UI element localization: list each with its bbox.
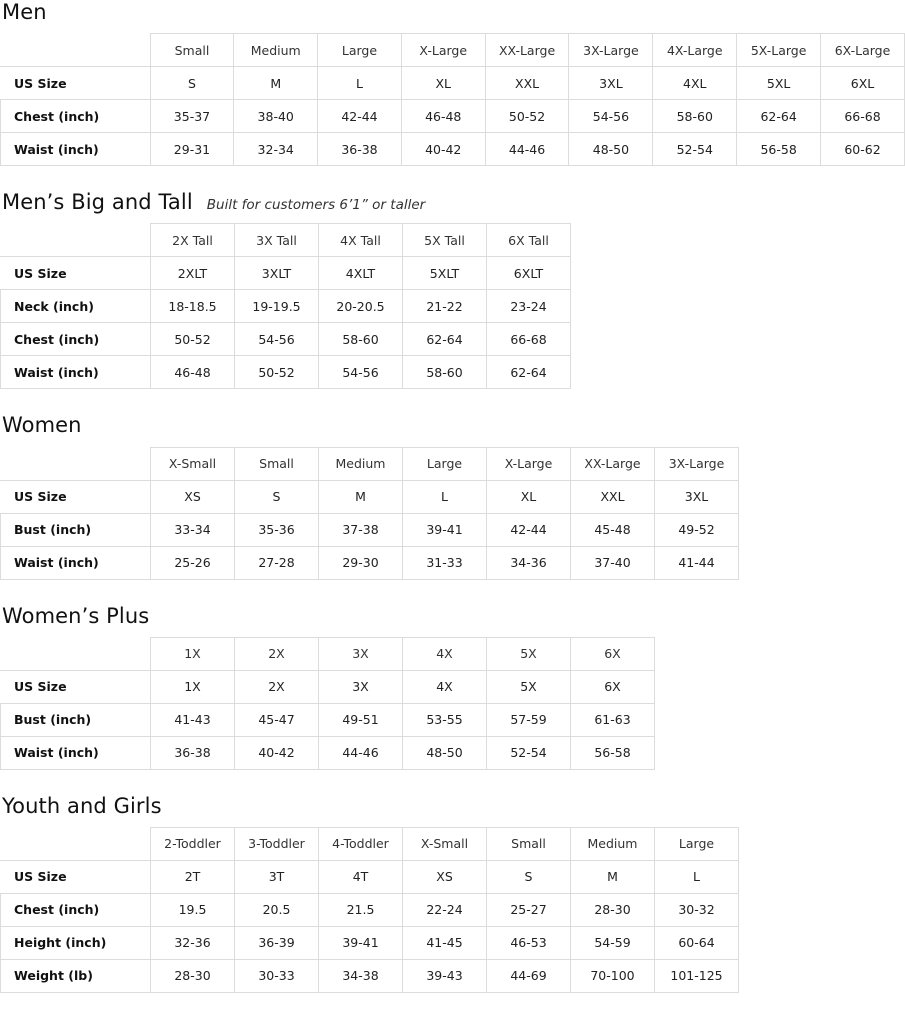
- table-cell: M: [234, 67, 318, 100]
- column-header: 5X Tall: [403, 224, 487, 257]
- table-row: [1, 67, 905, 100]
- table-cell: 21.5: [319, 893, 403, 926]
- section-title: Men’s Big and Tall: [2, 190, 193, 215]
- column-header: 4X: [403, 637, 487, 670]
- table-cell: 44-46: [485, 133, 569, 166]
- section-title: Women: [2, 413, 82, 438]
- table-cell: 66-68: [821, 100, 905, 133]
- table-cell: 50-52: [151, 323, 235, 356]
- size-section: [0, 0, 905, 166]
- row-label: Height (inch): [1, 926, 151, 959]
- table-cell: 6X: [571, 670, 655, 703]
- column-header: 6X Tall: [487, 224, 571, 257]
- row-label: Chest (inch): [1, 323, 151, 356]
- table-cell: 40-42: [235, 736, 319, 769]
- table-cell: 4X: [403, 670, 487, 703]
- table-row: [1, 860, 739, 893]
- table-cell: 46-53: [487, 926, 571, 959]
- table-cell: 54-56: [569, 100, 653, 133]
- table-cell: 46-48: [151, 356, 235, 389]
- table-cell: 5XLT: [403, 257, 487, 290]
- row-label: Waist (inch): [1, 356, 151, 389]
- column-header: 5X-Large: [737, 34, 821, 67]
- table-row: [1, 959, 739, 992]
- table-cell: 36-38: [318, 133, 402, 166]
- table-cell: S: [487, 860, 571, 893]
- column-header: 4-Toddler: [319, 827, 403, 860]
- table-cell: 3T: [235, 860, 319, 893]
- table-cell: 38-40: [234, 100, 318, 133]
- row-label: Weight (lb): [1, 959, 151, 992]
- table-corner-cell: [1, 34, 151, 67]
- table-cell: 45-48: [571, 513, 655, 546]
- column-header: XX-Large: [571, 447, 655, 480]
- table-cell: 62-64: [403, 323, 487, 356]
- column-header: 3-Toddler: [235, 827, 319, 860]
- column-header: Medium: [571, 827, 655, 860]
- table-cell: 41-45: [403, 926, 487, 959]
- table-cell: 4T: [319, 860, 403, 893]
- table-cell: S: [235, 480, 319, 513]
- table-cell: 48-50: [569, 133, 653, 166]
- table-cell: M: [319, 480, 403, 513]
- table-cell: 37-38: [319, 513, 403, 546]
- row-label: Neck (inch): [1, 290, 151, 323]
- table-cell: 66-68: [487, 323, 571, 356]
- section-title: Youth and Girls: [2, 793, 162, 818]
- column-header: Large: [403, 447, 487, 480]
- table-cell: XL: [487, 480, 571, 513]
- table-cell: 34-36: [487, 546, 571, 579]
- table-cell: 3XL: [655, 480, 739, 513]
- table-cell: 60-64: [655, 926, 739, 959]
- table-cell: 35-36: [235, 513, 319, 546]
- table-row: [1, 356, 571, 389]
- table-row: [1, 257, 571, 290]
- column-header: Medium: [319, 447, 403, 480]
- table-cell: XS: [151, 480, 235, 513]
- table-cell: 18-18.5: [151, 290, 235, 323]
- table-header-row: [1, 34, 905, 67]
- size-table: [0, 637, 655, 770]
- column-header: Small: [235, 447, 319, 480]
- column-header: Large: [655, 827, 739, 860]
- table-cell: L: [403, 480, 487, 513]
- section-title: Women’s Plus: [2, 603, 150, 628]
- table-cell: M: [571, 860, 655, 893]
- table-cell: 6XLT: [487, 257, 571, 290]
- table-corner-cell: [1, 224, 151, 257]
- table-corner-cell: [1, 637, 151, 670]
- column-header: X-Small: [403, 827, 487, 860]
- table-cell: 28-30: [151, 959, 235, 992]
- table-cell: 29-31: [150, 133, 234, 166]
- column-header: X-Large: [487, 447, 571, 480]
- table-cell: 58-60: [319, 323, 403, 356]
- table-cell: 31-33: [403, 546, 487, 579]
- table-cell: 53-55: [403, 703, 487, 736]
- table-cell: 56-58: [737, 133, 821, 166]
- table-cell: 25-27: [487, 893, 571, 926]
- table-cell: 39-41: [403, 513, 487, 546]
- table-corner-cell: [1, 827, 151, 860]
- table-cell: 20-20.5: [319, 290, 403, 323]
- table-cell: XXL: [571, 480, 655, 513]
- table-row: [1, 513, 739, 546]
- table-cell: 54-59: [571, 926, 655, 959]
- table-cell: XS: [403, 860, 487, 893]
- row-label: Chest (inch): [1, 893, 151, 926]
- table-cell: 37-40: [571, 546, 655, 579]
- table-cell: 58-60: [403, 356, 487, 389]
- column-header: 3X-Large: [655, 447, 739, 480]
- table-cell: 36-38: [151, 736, 235, 769]
- table-row: [1, 100, 905, 133]
- column-header: 6X: [571, 637, 655, 670]
- row-label: US Size: [1, 480, 151, 513]
- column-header: 6X-Large: [821, 34, 905, 67]
- table-cell: 57-59: [487, 703, 571, 736]
- table-cell: 30-33: [235, 959, 319, 992]
- row-label: US Size: [1, 860, 151, 893]
- table-row: [1, 546, 739, 579]
- table-cell: 46-48: [401, 100, 485, 133]
- size-table: [0, 33, 905, 166]
- section-note: Built for customers 6’1” or taller: [206, 197, 426, 214]
- table-cell: 35-37: [150, 100, 234, 133]
- table-cell: 41-43: [151, 703, 235, 736]
- table-cell: 50-52: [235, 356, 319, 389]
- table-row: [1, 893, 739, 926]
- table-cell: 54-56: [235, 323, 319, 356]
- table-row: [1, 736, 655, 769]
- table-cell: 22-24: [403, 893, 487, 926]
- size-section: [0, 413, 905, 579]
- column-header: Medium: [234, 34, 318, 67]
- table-cell: 44-69: [487, 959, 571, 992]
- size-table: [0, 827, 739, 993]
- table-cell: 2X: [235, 670, 319, 703]
- table-cell: 42-44: [487, 513, 571, 546]
- size-table: [0, 447, 739, 580]
- table-cell: 5XL: [737, 67, 821, 100]
- column-header: 3X: [319, 637, 403, 670]
- table-cell: 33-34: [151, 513, 235, 546]
- table-cell: 52-54: [653, 133, 737, 166]
- size-table: [0, 223, 571, 389]
- row-label: US Size: [1, 670, 151, 703]
- table-cell: 62-64: [737, 100, 821, 133]
- size-section: [0, 190, 905, 389]
- table-cell: 50-52: [485, 100, 569, 133]
- table-cell: 3XL: [569, 67, 653, 100]
- table-cell: 32-36: [151, 926, 235, 959]
- section-header: [0, 604, 905, 637]
- table-cell: 61-63: [571, 703, 655, 736]
- table-cell: XXL: [485, 67, 569, 100]
- table-cell: 58-60: [653, 100, 737, 133]
- table-row: [1, 703, 655, 736]
- row-label: Waist (inch): [1, 736, 151, 769]
- size-section: [0, 604, 905, 770]
- row-label: Bust (inch): [1, 513, 151, 546]
- column-header: 2X: [235, 637, 319, 670]
- table-cell: 70-100: [571, 959, 655, 992]
- column-header: 4X-Large: [653, 34, 737, 67]
- row-label: Chest (inch): [1, 100, 151, 133]
- row-label: US Size: [1, 67, 151, 100]
- table-cell: 49-51: [319, 703, 403, 736]
- column-header: 4X Tall: [319, 224, 403, 257]
- table-cell: 32-34: [234, 133, 318, 166]
- table-cell: S: [150, 67, 234, 100]
- table-cell: 27-28: [235, 546, 319, 579]
- table-cell: 62-64: [487, 356, 571, 389]
- table-cell: 19-19.5: [235, 290, 319, 323]
- table-cell: 21-22: [403, 290, 487, 323]
- column-header: Small: [487, 827, 571, 860]
- table-cell: 52-54: [487, 736, 571, 769]
- row-label: Waist (inch): [1, 133, 151, 166]
- column-header: 2X Tall: [151, 224, 235, 257]
- table-cell: 48-50: [403, 736, 487, 769]
- table-header-row: [1, 637, 655, 670]
- column-header: 1X: [151, 637, 235, 670]
- table-cell: 60-62: [821, 133, 905, 166]
- section-header: [0, 190, 905, 223]
- table-cell: 34-38: [319, 959, 403, 992]
- column-header: 3X Tall: [235, 224, 319, 257]
- table-cell: 40-42: [401, 133, 485, 166]
- table-cell: 44-46: [319, 736, 403, 769]
- table-cell: 19.5: [151, 893, 235, 926]
- table-row: [1, 290, 571, 323]
- table-cell: 39-41: [319, 926, 403, 959]
- table-cell: L: [318, 67, 402, 100]
- table-cell: 28-30: [571, 893, 655, 926]
- table-row: [1, 670, 655, 703]
- column-header: Large: [318, 34, 402, 67]
- table-cell: 25-26: [151, 546, 235, 579]
- table-cell: L: [655, 860, 739, 893]
- row-label: Waist (inch): [1, 546, 151, 579]
- row-label: US Size: [1, 257, 151, 290]
- table-cell: 29-30: [319, 546, 403, 579]
- table-cell: 4XL: [653, 67, 737, 100]
- table-cell: 45-47: [235, 703, 319, 736]
- table-row: [1, 323, 571, 356]
- table-cell: 41-44: [655, 546, 739, 579]
- column-header: Small: [150, 34, 234, 67]
- row-label: Bust (inch): [1, 703, 151, 736]
- section-header: [0, 0, 905, 33]
- table-cell: 56-58: [571, 736, 655, 769]
- column-header: X-Small: [151, 447, 235, 480]
- table-cell: 6XL: [821, 67, 905, 100]
- table-cell: 3X: [319, 670, 403, 703]
- table-cell: XL: [401, 67, 485, 100]
- table-row: [1, 480, 739, 513]
- table-cell: 2XLT: [151, 257, 235, 290]
- column-header: 3X-Large: [569, 34, 653, 67]
- table-row: [1, 133, 905, 166]
- table-cell: 1X: [151, 670, 235, 703]
- table-cell: 54-56: [319, 356, 403, 389]
- table-cell: 5X: [487, 670, 571, 703]
- table-cell: 49-52: [655, 513, 739, 546]
- table-cell: 4XLT: [319, 257, 403, 290]
- column-header: XX-Large: [485, 34, 569, 67]
- column-header: 5X: [487, 637, 571, 670]
- section-header: [0, 413, 905, 446]
- table-cell: 101-125: [655, 959, 739, 992]
- table-header-row: [1, 447, 739, 480]
- section-header: [0, 794, 905, 827]
- table-row: [1, 926, 739, 959]
- table-cell: 23-24: [487, 290, 571, 323]
- table-cell: 20.5: [235, 893, 319, 926]
- size-section: [0, 794, 905, 993]
- table-corner-cell: [1, 447, 151, 480]
- section-title: Men: [2, 0, 47, 24]
- table-header-row: [1, 224, 571, 257]
- table-cell: 3XLT: [235, 257, 319, 290]
- table-cell: 30-32: [655, 893, 739, 926]
- table-cell: 2T: [151, 860, 235, 893]
- table-header-row: [1, 827, 739, 860]
- table-cell: 42-44: [318, 100, 402, 133]
- column-header: X-Large: [401, 34, 485, 67]
- table-cell: 39-43: [403, 959, 487, 992]
- table-cell: 36-39: [235, 926, 319, 959]
- column-header: 2-Toddler: [151, 827, 235, 860]
